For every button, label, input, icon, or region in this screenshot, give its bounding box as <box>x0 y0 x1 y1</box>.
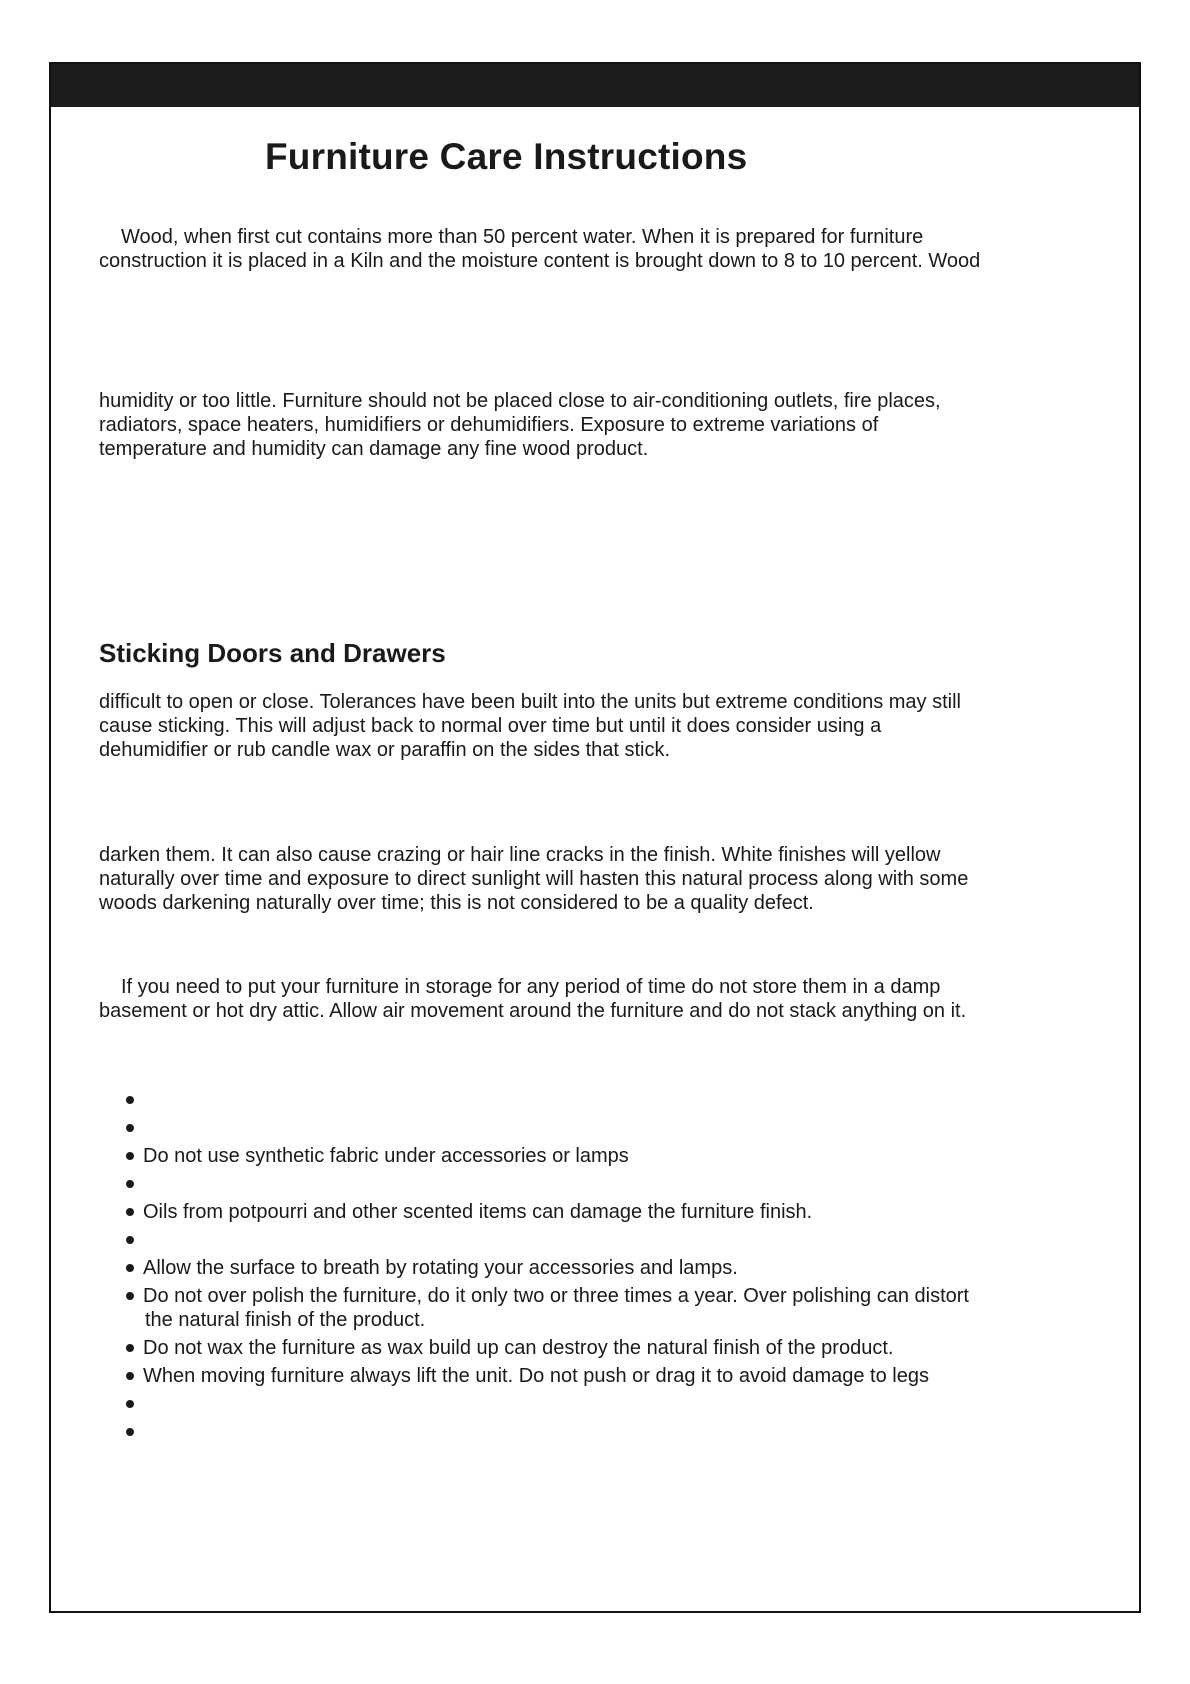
intro-line-2: construction it is placed in a Kiln and the moisture content is brought down to 8 to 10 percent. Wood <box>99 250 981 272</box>
humidity-line-2: radiators, space heaters, humidifiers or dehumidifiers. Exposure to extreme variations of <box>99 414 879 436</box>
list-item <box>126 1172 1116 1196</box>
bullet-dot-icon <box>126 1292 134 1300</box>
list-item-text: When moving furniture always lift the unit. Do not push or drag it to avoid damage to legs <box>143 1365 929 1387</box>
list-item <box>126 1228 1116 1252</box>
bullet-dot-icon <box>126 1208 134 1216</box>
list-item <box>126 1088 1116 1112</box>
intro-paragraph <box>99 225 1119 273</box>
bullet-dot-icon <box>126 1428 134 1436</box>
list-item <box>126 1364 1116 1388</box>
storage-line-1: If you need to put your furniture in storage for any period of time do not store them in a damp <box>121 976 941 998</box>
list-item <box>126 1116 1116 1140</box>
list-item-continuation: the natural finish of the product. <box>145 1309 426 1331</box>
humidity-line-3: temperature and humidity can damage any fine wood product. <box>99 438 649 460</box>
section-heading-sticking: Sticking Doors and Drawers <box>99 638 446 668</box>
bullet-dot-icon <box>126 1124 134 1132</box>
sticking-line-2: cause sticking. This will adjust back to normal over time but until it does consider using a <box>99 715 882 737</box>
page-frame <box>49 62 1141 1613</box>
humidity-line-1: humidity or too little. Furniture should not be placed close to air-conditioning outlets, fire places, <box>99 390 941 412</box>
list-item <box>126 1144 1116 1168</box>
storage-line-2: basement or hot dry attic. Allow air movement around the furniture and do not stack anything on it. <box>99 1000 967 1022</box>
list-item <box>126 1200 1116 1224</box>
bullet-dot-icon <box>126 1372 134 1380</box>
list-item-text: Do not over polish the furniture, do it only two or three times a year. Over polishing can distort <box>143 1285 969 1307</box>
list-item <box>126 1392 1116 1416</box>
list-item <box>126 1420 1116 1444</box>
care-tips-list <box>126 1088 1116 1448</box>
sticking-line-1: difficult to open or close. Tolerances have been built into the units but extreme conditions may still <box>99 691 961 713</box>
header-bar <box>51 64 1139 107</box>
humidity-paragraph <box>99 389 1119 461</box>
list-item-text: Allow the surface to breath by rotating your accessories and lamps. <box>143 1257 738 1279</box>
bullet-dot-icon <box>126 1264 134 1272</box>
sunlight-line-3: woods darkening naturally over time; this is not considered to be a quality defect. <box>99 892 814 914</box>
bullet-dot-icon <box>126 1344 134 1352</box>
sticking-line-3: dehumidifier or rub candle wax or paraffin on the sides that stick. <box>99 739 671 761</box>
bullet-dot-icon <box>126 1236 134 1244</box>
intro-line-1: Wood, when first cut contains more than 50 percent water. When it is prepared for furniture <box>121 226 924 248</box>
list-item-text: Do not wax the furniture as wax build up can destroy the natural finish of the product. <box>143 1337 894 1359</box>
list-item <box>126 1336 1116 1360</box>
list-item <box>126 1256 1116 1280</box>
sunlight-line-2: naturally over time and exposure to direct sunlight will hasten this natural process along with some <box>99 868 969 890</box>
sticking-paragraph <box>99 690 1119 762</box>
sunlight-paragraph <box>99 843 1119 915</box>
list-item-text: Oils from potpourri and other scented items can damage the furniture finish. <box>143 1201 813 1223</box>
bullet-dot-icon <box>126 1180 134 1188</box>
bullet-dot-icon <box>126 1152 134 1160</box>
page-title: Furniture Care Instructions <box>265 136 748 177</box>
bullet-dot-icon <box>126 1400 134 1408</box>
list-item-text: Do not use synthetic fabric under accessories or lamps <box>143 1145 629 1167</box>
storage-paragraph <box>99 975 1119 1023</box>
bullet-dot-icon <box>126 1096 134 1104</box>
sunlight-line-1: darken them. It can also cause crazing or hair line cracks in the finish. White finishes will yellow <box>99 844 941 866</box>
list-item <box>126 1284 1116 1332</box>
